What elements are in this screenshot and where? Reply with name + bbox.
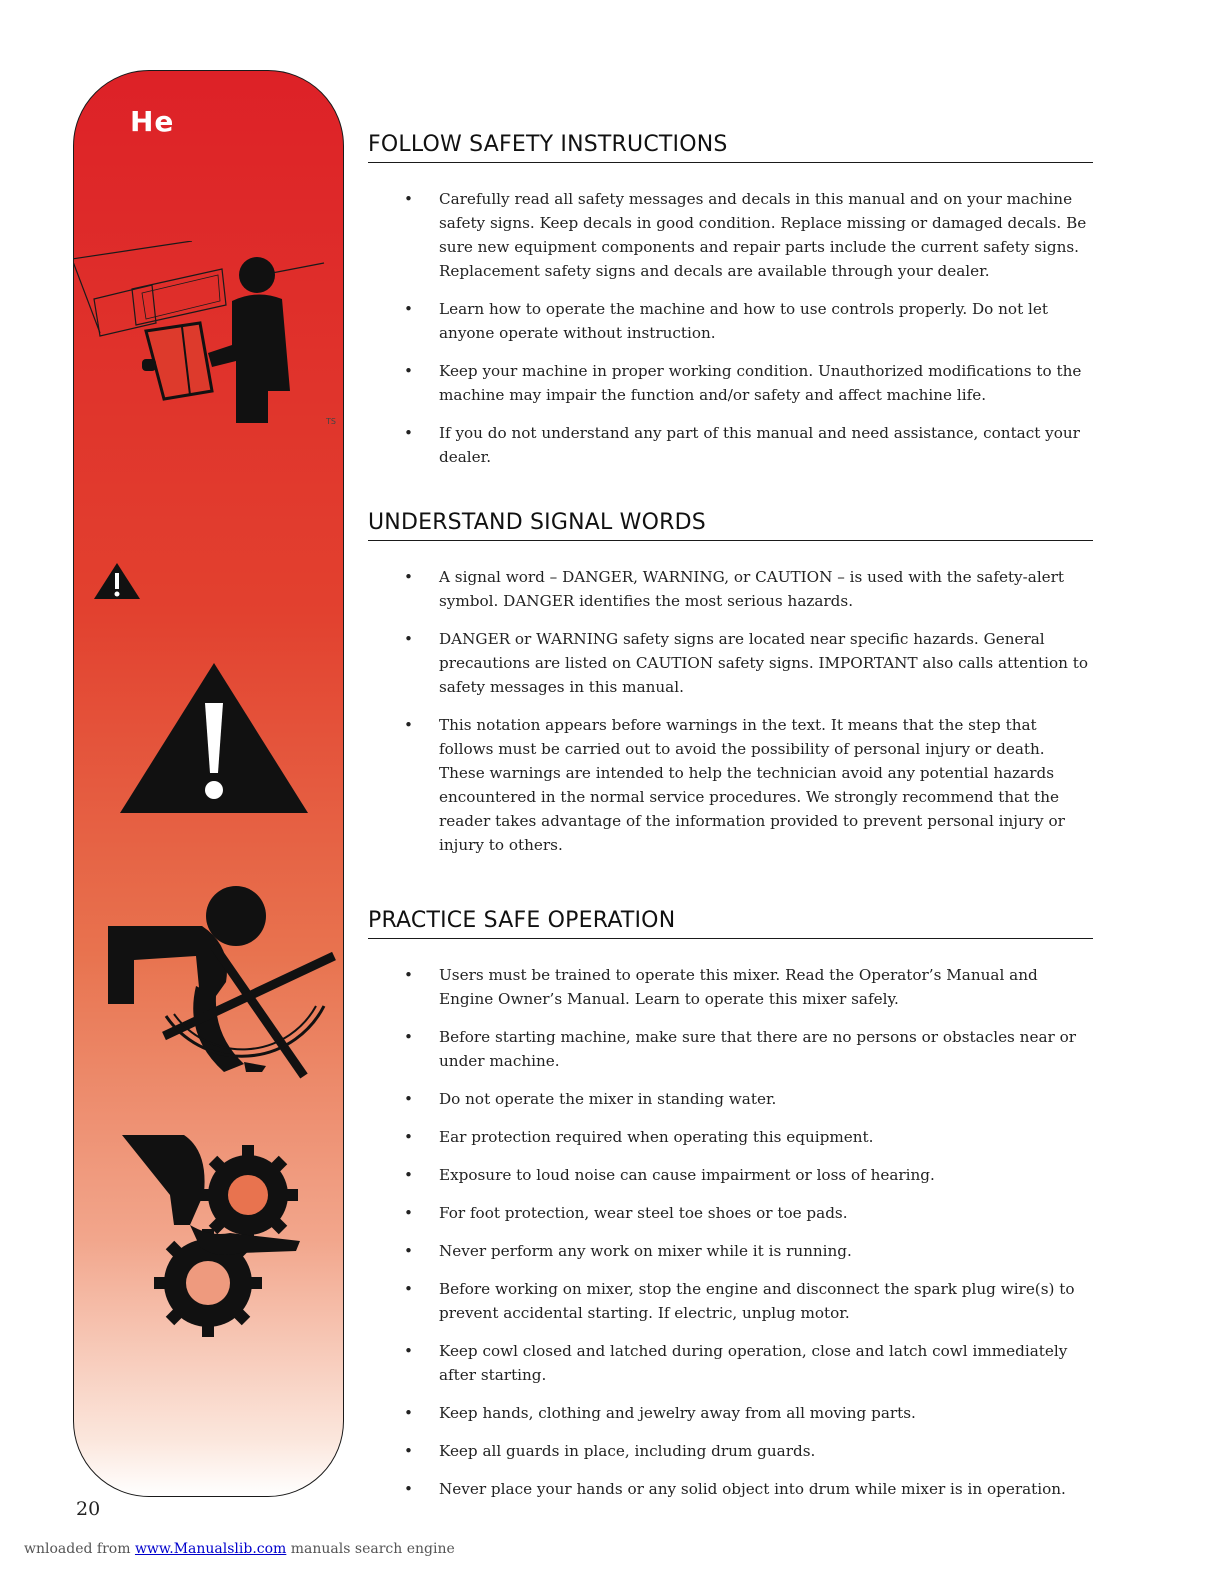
list-item: • This notation appears before warnings in the text. It means that the step that follows must be carried out to avoid the possibility of personal injury or death. These warnings are intended to help the technician avoid any potential hazards encountered in the normal service procedures. We strongly recommend that the reader takes advantage of the information provided to prevent personal injury or injury to others. xyxy=(404,716,1065,854)
list-item: • A signal word – DANGER, WARNING, or CAUTION – is used with the safety-alert symbol. DANGER identifies the most serious hazards. xyxy=(404,568,1065,610)
list-item: • Keep cowl closed and latched during operation, close and latch cowl immediately after starting. xyxy=(404,1342,1068,1384)
trademark-label: TS xyxy=(326,417,336,426)
list-item: • Users must be trained to operate this mixer. Read the Operator’s Manual and Engine Owner’s Manual. Learn to operate this mixer safely. xyxy=(404,966,1038,1008)
list-item: • Do not operate the mixer in standing water. xyxy=(404,1090,777,1108)
list-item: • Keep your machine in proper working condition. Unauthorized modifications to the machine may impair the function and/or safety and affect machine life. xyxy=(404,362,1082,404)
no-reach-drum-icon xyxy=(104,886,344,1116)
list-item: • For foot protection, wear steel toe shoes or toe pads. xyxy=(404,1204,848,1222)
safety-alert-large-icon xyxy=(118,661,310,815)
gear-entanglement-icon xyxy=(120,1133,320,1343)
footer-suffix: manuals search engine xyxy=(290,1541,455,1557)
section-heading: FOLLOW SAFETY INSTRUCTIONS xyxy=(368,132,1093,163)
sidebar-title: He xyxy=(130,105,175,138)
bullet-list xyxy=(368,187,1093,469)
section-safe-operation xyxy=(368,908,1093,1501)
footer-prefix: wnloaded from xyxy=(24,1541,131,1557)
list-item: • Never place your hands or any solid object into drum while mixer is in operation. xyxy=(404,1480,1066,1498)
section-follow-safety xyxy=(368,132,1093,469)
section-heading: PRACTICE SAFE OPERATION xyxy=(368,908,1093,939)
list-item: • Exposure to loud noise can cause impairment or loss of hearing. xyxy=(404,1166,935,1184)
list-item: • Ear protection required when operating this equipment. xyxy=(404,1128,874,1146)
footer xyxy=(24,1541,455,1557)
list-item: • Never perform any work on mixer while it is running. xyxy=(404,1242,852,1260)
list-item: • If you do not understand any part of this manual and need assistance, contact your dealer. xyxy=(404,424,1080,466)
list-item: • Keep all guards in place, including drum guards. xyxy=(404,1442,816,1460)
manualslib-link[interactable]: www.Manualslib.com xyxy=(134,1541,287,1557)
page-number: 20 xyxy=(76,1498,101,1520)
bullet-list xyxy=(368,963,1093,1501)
bullet-list xyxy=(368,565,1093,857)
sidebar-panel xyxy=(73,70,344,1497)
list-item: • DANGER or WARNING safety signs are located near specific hazards. General precautions are listed on CAUTION safety signs. IMPORTANT also calls attention to safety messages in this manual. xyxy=(404,630,1088,696)
section-signal-words xyxy=(368,510,1093,857)
read-manual-icon xyxy=(73,241,332,441)
list-item: • Before working on mixer, stop the engine and disconnect the spark plug wire(s) to prevent accidental starting. If electric, unplug motor. xyxy=(404,1280,1075,1322)
list-item: • Keep hands, clothing and jewelry away from all moving parts. xyxy=(404,1404,916,1422)
list-item: • Learn how to operate the machine and how to use controls properly. Do not let anyone operate without instruction. xyxy=(404,300,1048,342)
safety-alert-small-icon xyxy=(92,561,142,601)
list-item: • Carefully read all safety messages and decals in this manual and on your machine safety signs. Keep decals in good condition. Replace missing or damaged decals. Be sure new equipment components and repair parts include the current safety signs. Replacement safety signs and decals are available through your dealer. xyxy=(404,190,1087,280)
list-item: • Before starting machine, make sure that there are no persons or obstacles near or under machine. xyxy=(404,1028,1076,1070)
section-heading: UNDERSTAND SIGNAL WORDS xyxy=(368,510,1093,541)
